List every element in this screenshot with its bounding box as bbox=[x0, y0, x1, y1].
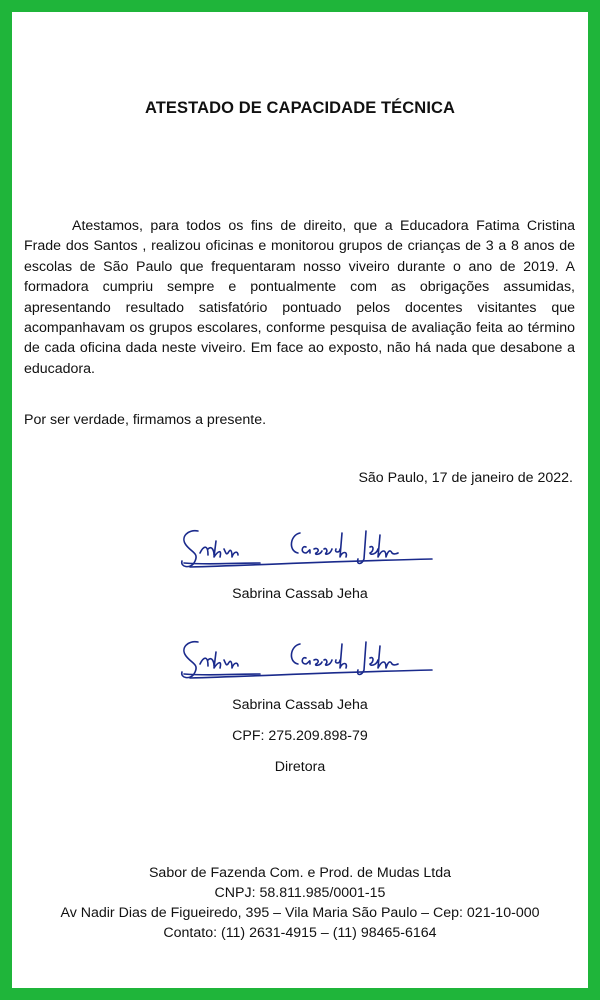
footer-contact: Contato: (11) 2631-4915 – (11) 98465-6164 bbox=[163, 925, 437, 941]
signatory-role: Diretora bbox=[274, 759, 326, 775]
signatory-name-1: Sabrina Cassab Jeha bbox=[232, 586, 368, 602]
signatory-cpf: CPF: 275.209.898-79 bbox=[232, 728, 368, 744]
handwritten-signature-2 bbox=[170, 634, 435, 684]
signature-1-drawing bbox=[170, 523, 435, 573]
footer-address: Av Nadir Dias de Figueiredo, 395 – Vila Maria São Paulo – Cep: 021-10-000 bbox=[60, 905, 540, 921]
footer-company-name: Sabor de Fazenda Com. e Prod. de Mudas Ltda bbox=[148, 865, 452, 881]
handwritten-signature-1 bbox=[170, 523, 435, 573]
document-title: ATESTADO DE CAPACIDADE TÉCNICA bbox=[144, 99, 456, 117]
body-paragraph: Atestamos, para todos os fins de direito, que a Educadora Fatima Cristina Frade dos Santos , realizou oficinas e monitorou grupos de crianças de 3 a 8 anos de escolas de São Paulo que frequentaram nosso viveiro durante o ano de 2019. A formadora cumpriu sempre e pontualmente com as obrigações assumidas, apresentando resultado satisfatório pontuado pelos docentes visitantes que acompanhavam os grupos escolares, conforme pesquisa de avaliação feita ao término de cada oficina dada neste viveiro. Em face ao exposto, não há nada que desabone a educadora. bbox=[24, 218, 575, 377]
document-page bbox=[12, 12, 588, 988]
closing-statement: Por ser verdade, firmamos a presente. bbox=[24, 412, 267, 428]
body-paragraph-container bbox=[24, 216, 575, 379]
signatory-name-2: Sabrina Cassab Jeha bbox=[232, 697, 368, 713]
signature-2-drawing bbox=[170, 634, 435, 684]
document-date: São Paulo, 17 de janeiro de 2022. bbox=[358, 470, 573, 486]
company-footer bbox=[12, 863, 588, 943]
footer-cnpj: CNPJ: 58.811.985/0001-15 bbox=[214, 885, 386, 901]
